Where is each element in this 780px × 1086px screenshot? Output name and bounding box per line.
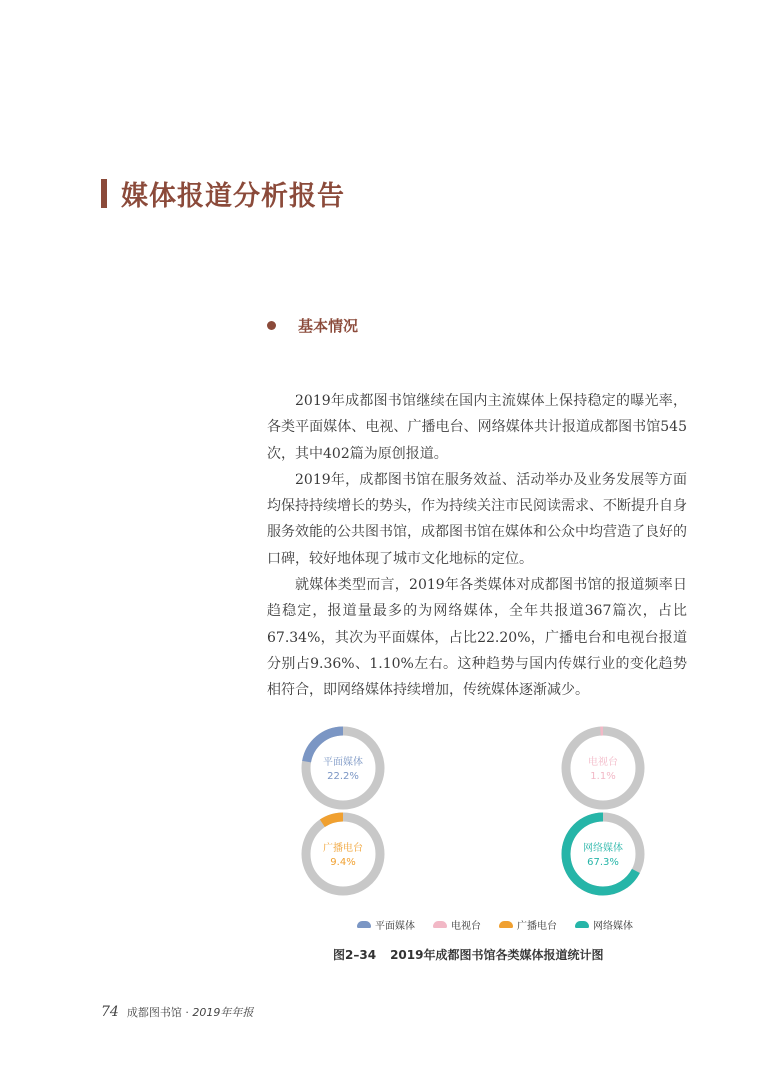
donut-name-label: 广播电台 xyxy=(323,843,363,854)
donut-value-label: 9.4% xyxy=(330,857,356,868)
donut-value-label: 22.2% xyxy=(327,771,359,782)
donut-1 xyxy=(566,731,640,805)
legend-label: 平面媒体 xyxy=(375,921,415,932)
page-title: 媒体报道分析报告 xyxy=(121,181,345,212)
figure-caption xyxy=(333,946,603,963)
legend-swatch xyxy=(357,921,371,928)
donut-track xyxy=(566,731,640,805)
paragraph-2: 2019年，成都图书馆在服务效益、活动举办及业务发展等方面均保持持续增长的势头，作为持续关注市民阅读需求、不断提升自身服务效能的公共图书馆，成都图书馆在媒体和公众中均营造了良好的口碑，较好地体现了城市文化地标的定位。 xyxy=(267,471,687,567)
footer-report: 2019年年报 xyxy=(192,1006,254,1019)
donut-value-label: 1.1% xyxy=(590,771,616,782)
donut-name-label: 电视台 xyxy=(588,757,618,768)
footer-org: 成都图书馆 · xyxy=(126,1006,193,1019)
legend-item xyxy=(499,917,557,932)
legend-swatch xyxy=(575,921,589,928)
donut-0 xyxy=(306,731,380,805)
donut-name-label: 平面媒体 xyxy=(323,757,363,768)
legend-item xyxy=(433,917,481,932)
legend-item xyxy=(357,917,415,932)
donut-name-label: 网络媒体 xyxy=(583,843,623,854)
legend-label: 网络媒体 xyxy=(593,921,633,932)
section-title: 基本情况 xyxy=(298,317,359,335)
body-text xyxy=(267,388,687,704)
page-footer xyxy=(101,1004,253,1020)
donut-3 xyxy=(566,817,640,891)
donut-value-label: 67.3% xyxy=(587,857,619,868)
legend-label: 电视台 xyxy=(451,921,481,932)
paragraph-3: 就媒体类型而言，2019年各类媒体对成都图书馆的报道频率日趋稳定，报道量最多的为网络媒体，全年共报道367篇次，占比67.34%，其次为平面媒体，占比22.20%，广播电台和电视台报道分别占9.36%、1.10%左右。这种趋势与国内传媒行业的变化趋势相符合，即网络媒体持续增加，传统媒体逐渐减少。 xyxy=(267,577,687,699)
section-bullet-icon xyxy=(267,321,276,330)
figure-caption-text: 2019年成都图书馆各类媒体报道统计图 xyxy=(390,948,604,962)
paragraph-1: 2019年成都图书馆继续在国内主流媒体上保持稳定的曝光率，各类平面媒体、电视、广播电台、网络媒体共计报道成都图书馆545次，其中402篇为原创报道。 xyxy=(267,393,687,462)
legend-item xyxy=(575,917,633,932)
legend-label: 广播电台 xyxy=(517,921,557,932)
donut-track xyxy=(306,817,380,891)
title-accent-bar xyxy=(101,179,107,208)
figure-number: 图2–34 xyxy=(333,948,377,962)
legend-swatch xyxy=(499,921,513,928)
donut-2 xyxy=(306,817,380,891)
legend-swatch xyxy=(433,921,447,928)
page-number: 74 xyxy=(101,1004,119,1020)
chart-legend xyxy=(357,917,633,932)
media-donut-chart xyxy=(260,715,680,910)
